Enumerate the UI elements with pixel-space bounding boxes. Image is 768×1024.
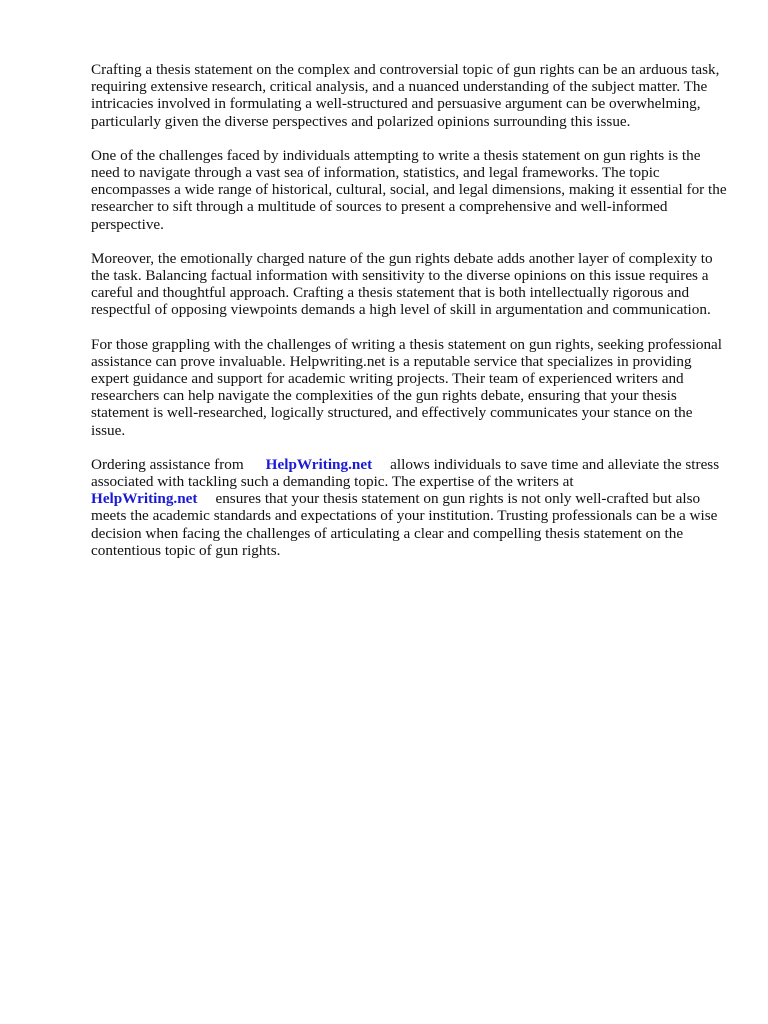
paragraph-assistance: For those grappling with the challenges of writing a thesis statement on gun rights, seeking professional assistance can prove invaluable. Helpwriting.net is a reputable service that specializes in providing expert guidance and support for academic writing projects. Their team of experienced writers and researchers can help navigate the complexities of the gun rights debate, ensuring that your thesis statement is well-researched, logically structured, and effectively communicates your stance on the issue. — [91, 335, 723, 439]
ordering-text-start: Ordering assistance from — [91, 455, 244, 473]
helpwriting-link-second[interactable]: HelpWriting.net — [91, 490, 198, 508]
paragraph-complexity: Moreover, the emotionally charged nature of the gun rights debate adds another layer of complexity to the task. Balancing factual information with sensitivity to the diverse opinions on this issue requires a careful and thoughtful approach. Crafting a thesis statement that is both intellectually rigorous and respectful of opposing viewpoints demands a high level of skill in argumentation and communication. — [91, 249, 713, 319]
paragraph-challenges: One of the challenges faced by individuals attempting to write a thesis statement on gun rights is the need to navigate through a vast sea of information, statistics, and legal frameworks. The topic encompasses a wide range of historical, cultural, social, and legal dimensions, making it essential for the researcher to sift through a multitude of sources to present a comprehensive and well-informed perspective. — [91, 146, 727, 233]
document-page — [91, 61, 727, 576]
paragraph-ordering — [91, 456, 727, 559]
helpwriting-link[interactable]: HelpWriting.net — [265, 455, 373, 473]
ordering-text-end: ensures that your thesis statement on gun rights is not only well-crafted but also meets the academic standards and expectations of your institution. Trusting professionals can be a wise decision when facing the challenges of articulating a clear and compelling thesis statement on the contentious topic of gun rights. — [91, 490, 718, 559]
ordering-text-middle: allows individuals to save time and alleviate the stress associated with tackling such a demanding topic. The expertise of the writers at — [91, 455, 720, 491]
paragraph-intro: Crafting a thesis statement on the complex and controversial topic of gun rights can be an arduous task, requiring extensive research, critical analysis, and a nuanced understanding of the subject matter. The intricacies involved in formulating a well-structured and persuasive argument can be overwhelming, particularly given the diverse perspectives and polarized opinions surrounding this issue. — [91, 61, 720, 130]
